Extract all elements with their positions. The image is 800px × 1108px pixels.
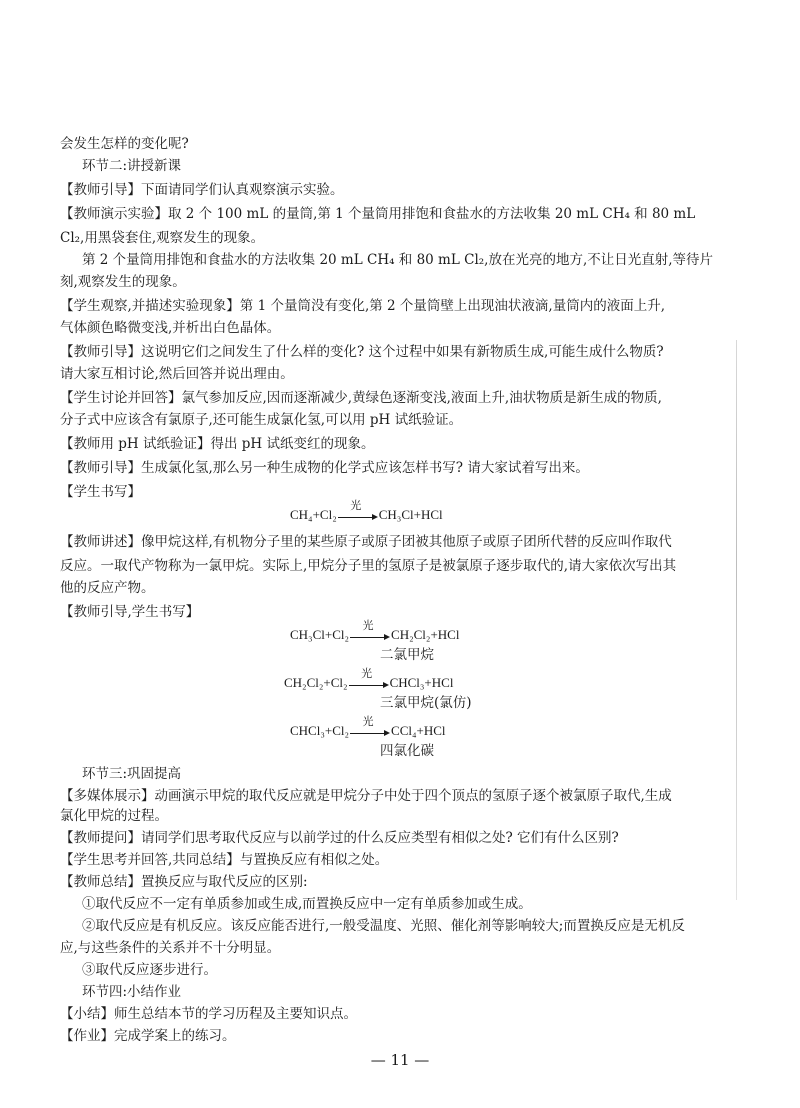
text-line: 【作业】完成学案上的练习。 — [60, 1028, 236, 1044]
text-line: 【学生讨论并回答】氯气参加反应,因而逐渐减少,黄绿色逐渐变浅,液面上升,油状物质是新生成的物质, — [60, 390, 662, 406]
product-name: 四氯化碳 — [380, 743, 434, 759]
text-line: 气体颜色略微变浅,并析出白色晶体。 — [60, 320, 281, 336]
reaction-equation-2 — [290, 620, 460, 644]
reaction-equation-3 — [284, 668, 454, 692]
reaction-condition: 光 — [361, 668, 373, 680]
text-line: 【教师引导】生成氯化氢,那么另一种生成物的化学式应该怎样书写? 请大家试着写出来。 — [60, 460, 589, 476]
text-line: 请大家互相讨论,然后回答并说出理由。 — [60, 366, 294, 382]
text-line: 反应。一取代产物称为一氯甲烷。实际上,甲烷分子里的氢原子是被氯原子逐步取代的,请大家依次写出其 — [60, 558, 677, 574]
section-heading: 环节三:巩固提高 — [82, 766, 182, 782]
equation-reactants: CH₂Cl₂+Cl₂ — [284, 675, 348, 690]
text-line: 【教师总结】置换反应与取代反应的区别: — [60, 874, 308, 890]
reaction-equation-4 — [290, 716, 446, 740]
text-line: Cl₂,用黑袋套住,观察发生的现象。 — [60, 230, 265, 246]
text-line: 【学生思考并回答,共同总结】与置换反应有相似之处。 — [60, 852, 389, 868]
text-line: 刻,观察发生的现象。 — [60, 274, 186, 290]
text-line: 分子式中应该含有氯原子,还可能生成氯化氢,可以用 pH 试纸验证。 — [60, 412, 463, 428]
product-name: 二氯甲烷 — [380, 647, 434, 663]
equation-products: CH₂Cl₂+HCl — [391, 627, 460, 642]
equation-products: CHCl₃+HCl — [389, 675, 454, 690]
text-line: 他的反应产物。 — [60, 580, 155, 596]
reaction-condition: 光 — [362, 716, 374, 728]
section-heading: 环节四:小结作业 — [82, 984, 182, 1000]
text-line: 【教师用 pH 试纸验证】得出 pH 试纸变红的现象。 — [60, 436, 375, 452]
text-line: 会发生怎样的变化呢? — [60, 136, 189, 152]
text-line: 【教师提问】请同学们思考取代反应与以前学过的什么反应类型有相似之处? 它们有什么区别? — [60, 830, 619, 846]
text-line: 【多媒体展示】动画演示甲烷的取代反应就是甲烷分子中处于四个顶点的氢原子逐个被氯原子取代,生成 — [60, 788, 672, 804]
reaction-condition: 光 — [350, 500, 362, 512]
reaction-equation-1 — [290, 500, 443, 524]
equation-reactants: CH₄+Cl₂ — [290, 507, 337, 522]
text-line: 【教师讲述】像甲烷这样,有机物分子里的某些原子或原子团被其他原子或原子团所代替的反应叫作取代 — [60, 534, 672, 550]
text-line: 【教师引导,学生书写】 — [60, 604, 200, 620]
scan-edge-line — [736, 340, 737, 900]
text-line: 应,与这些条件的关系并不十分明显。 — [60, 940, 281, 956]
equation-products: CH₃Cl+HCl — [378, 507, 443, 522]
equation-reactants: CHCl₃+Cl₂ — [290, 723, 350, 738]
list-item: ①取代反应不一定有单质参加或生成,而置换反应中一定有单质参加或生成。 — [82, 896, 532, 912]
product-name: 三氯甲烷(氯仿) — [380, 695, 472, 711]
text-line: 【教师演示实验】取 2 个 100 mL 的量筒,第 1 个量筒用排饱和食盐水的方法收集 20 mL CH₄ 和 80 mL — [60, 206, 696, 222]
text-line: 【学生观察,并描述实验现象】第 1 个量筒没有变化,第 2 个量筒壁上出现油状液滴,量筒内的液面上升, — [60, 298, 666, 314]
reaction-arrow — [349, 668, 389, 692]
equation-reactants: CH₃Cl+Cl₂ — [290, 627, 350, 642]
text-line: 【教师引导】这说明它们之间发生了什么样的变化? 这个过程中如果有新物质生成,可能生成什么物质? — [60, 344, 664, 360]
list-item: ③取代反应逐步进行。 — [82, 962, 217, 978]
reaction-arrow — [350, 716, 390, 740]
section-heading: 环节二:讲授新课 — [82, 158, 182, 174]
text-line: 第 2 个量筒用排饱和食盐水的方法收集 20 mL CH₄ 和 80 mL Cl₂,放在光亮的地方,不让日光直射,等待片 — [82, 252, 714, 268]
text-line: 氯化甲烷的过程。 — [60, 808, 168, 824]
equation-products: CCl₄+HCl — [391, 723, 446, 738]
page-number: — 11 — — [370, 1051, 430, 1069]
list-item: ②取代反应是有机反应。该反应能否进行,一般受温度、光照、催化剂等影响较大;而置换反应是无机反 — [82, 918, 685, 934]
reaction-arrow — [338, 500, 378, 524]
text-line: 【教师引导】下面请同学们认真观察演示实验。 — [60, 182, 344, 198]
reaction-condition: 光 — [362, 620, 374, 632]
reaction-arrow — [350, 620, 390, 644]
text-line: 【学生书写】 — [60, 484, 141, 500]
text-line: 【小结】师生总结本节的学习历程及主要知识点。 — [60, 1006, 357, 1022]
